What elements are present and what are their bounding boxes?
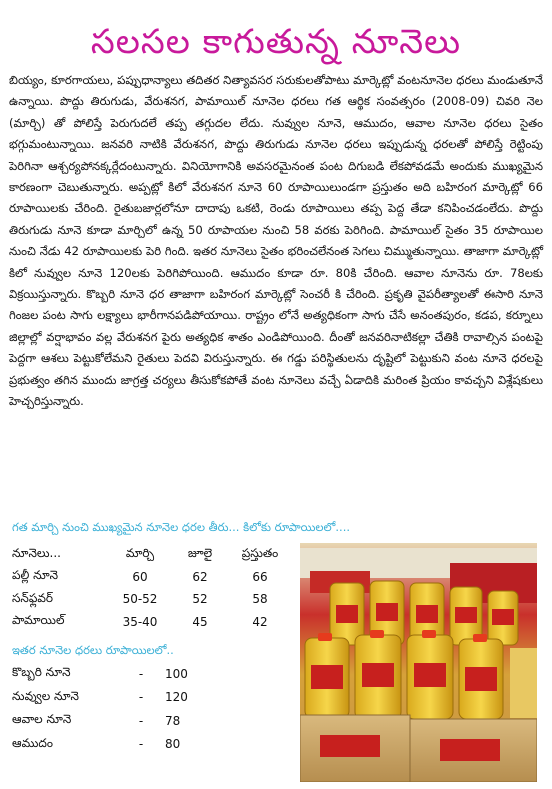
oil-name: పామాయిల్ bbox=[12, 613, 65, 628]
table-row bbox=[12, 733, 215, 757]
price-cell: 50-52 bbox=[122, 592, 158, 607]
price-cell: 62 bbox=[192, 569, 208, 584]
table-row bbox=[12, 686, 215, 710]
oil-name: ఆవాల నూనె bbox=[12, 712, 72, 727]
price-cell: 66 bbox=[252, 569, 268, 584]
price-cell: 45 bbox=[192, 614, 208, 629]
price-cell: 35-40 bbox=[122, 614, 158, 629]
table-row bbox=[12, 566, 290, 589]
price-cell: 80 bbox=[165, 737, 181, 752]
oil-name: ఆముదం bbox=[12, 735, 53, 750]
price-cell: 52 bbox=[192, 592, 208, 607]
oil-name: కొబ్బరి నూనె bbox=[12, 665, 71, 680]
page-title: సలసల కాగుతున్న నూనెలు bbox=[90, 22, 462, 62]
separator-dash: - bbox=[138, 666, 144, 681]
separator-dash: - bbox=[138, 737, 144, 752]
oil-name: పల్లీ నూనె bbox=[12, 568, 59, 583]
price-cell: 120 bbox=[165, 690, 188, 705]
oil-price-table bbox=[12, 543, 290, 633]
table-row bbox=[12, 588, 290, 611]
table-row bbox=[12, 662, 215, 686]
price-table-heading: గత మార్చి నుంచి ముఖ్యమైన నూనెల ధరల తీరు... కిలోకు రూపాయిలలో.... bbox=[12, 520, 351, 534]
price-cell: 100 bbox=[165, 666, 188, 681]
price-cell: 60 bbox=[132, 569, 148, 584]
oil-bottles-photo bbox=[300, 543, 537, 782]
column-header: నూనెలు... bbox=[12, 545, 61, 560]
oil-name: నువ్వుల నూనె bbox=[12, 688, 79, 703]
other-oils-table bbox=[12, 662, 215, 756]
separator-dash: - bbox=[138, 690, 144, 705]
table-row bbox=[12, 709, 215, 733]
oil-name: సన్‌ఫ్లవర్ bbox=[12, 590, 54, 605]
column-header: జూలై bbox=[187, 545, 213, 560]
table-header-row bbox=[12, 543, 290, 566]
article-body: బియ్యం, కూరగాయలు, పప్పుధాన్యాలు తదితర నిత్యావసర సరుకులతోపాటు మార్కెట్లో వంటనూనెల ధరలు మండుతూనే ఉన్నాయి. పొద్దు తిరుగుడు, వేరుశనగ, పామాయిల్ నూనెల ధరలు గత ఆర్థిక సంవత్సరం (2008-09) చివరి నెల (మార్చి) తో పోలిస్తే పెరుగుదలే తప్ప తగ్గుదల లేదు. నువ్వుల నూనె, ఆముదం, ఆవాల నూనెల ధరలు సైతం భగ్గుమంటున్నాయి. జనవరి నాటికి వేరుశనగ, పొద్దు తిరుగుడు నూనెల ధరలు ఇప్పుడున్న ధరలతో పోలిస్తే రెట్టింపు పెరిగినా ఆశ్చర్యపోనక్కర్లేదంటున్నారు. వినియోగానికి అవసరమైనంత పంట దిగుబడి లేకపోవడమే అందుకు ముఖ్యమైన కారణంగా చెబుతున్నారు. అప్పట్లో కిలో వేరుశనగ నూనె 60 రూపాయిలుండగా ప్రస్తుతం అది బహిరంగ మార్కెట్లో 66 రూపాయిలకు చేరింది. రైతుబజార్లలోనూ దాదాపు ఒకటి, రెండు రూపాయిలు తప్ప పెద్ద తేడా కనిపించడంలేదు. పొద్దు తిరుగుడు నూనె కూడా మార్చిలో ఉన్న 50 రూపాయల నుంచి 58 వరకు పెరిగింది. పామాయిల్ సైతం 35 రూపాయిల నుంచి నేడు 42 రూపాయిలకు పెరి గింది. ఇతర నూనెలు సైతం భరించలేనంత సెగలు చిమ్ముతున్నాయి. తాజాగా మార్కెట్లో కిలో నువ్వుల నూనె 120లకు పెరిగిపోయింది. ఆముదం కూడా రూ. 80కి చేరింది. ఆవాల నూనెను రూ. 78లకు విక్రయిస్తున్నారు. కొబ్బరి నూనె ధర తాజాగా బహిరంగ మార్కెట్లో సెంచరీ కి చేరింది. ప్రకృతి వైపరీత్యాలతో ఈసారి నూనె గింజల పంట సాగు లక్ష్యాలు భారీగానపడిపోయాయి. రాష్ట్రం లోనే అత్యధికంగా సాగు చేసే అనంతపురం, కడప, కర్నూలు జిల్లాల్లో వర్షాభావం వల్ల వేరుశనగ పైరు అత్యధిక శాతం ఎండిపోయింది. దీంతో జనవరినాటికల్లా చేతికి రావాల్సిన పంటపై పెద్దగా ఆశలు పెట్టుకోలేమని రైతులు పెదవి విరుస్తున్నారు. ఈ గడ్డు పరిస్థితులను దృష్టిలో పెట్టుకుని వంట నూనె ధరలపై ప్రభుత్వం తగిన ముందు జాగ్రత్త చర్యలు తీసుకోకపోతే వంట నూనెలు వచ్చే ఏడాదికి మరింత ప్రియం కావచ్చని విశ్లేషకులు హెచ్చరిస్తున్నారు. bbox=[9, 73, 543, 409]
price-cell: 58 bbox=[252, 592, 268, 607]
table-row bbox=[12, 611, 290, 634]
column-header: ప్రస్తుతం bbox=[241, 545, 279, 560]
separator-dash: - bbox=[138, 713, 144, 728]
other-oils-heading: ఇతర నూనెల ధరలు రూపాయిలలో.. bbox=[12, 643, 174, 657]
price-cell: 78 bbox=[165, 713, 181, 728]
price-cell: 42 bbox=[252, 614, 268, 629]
column-header: మార్చి bbox=[125, 545, 155, 560]
